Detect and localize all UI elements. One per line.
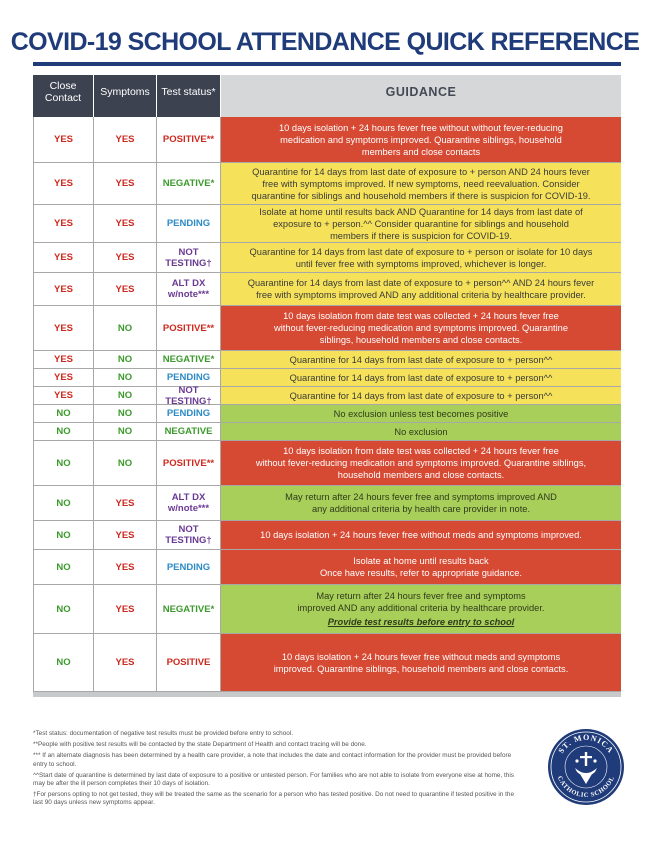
- svg-text:ST. MONICA: ST. MONICA: [556, 732, 616, 756]
- guidance-cell: [221, 405, 621, 422]
- test-status-cell: PENDING: [157, 405, 221, 422]
- header-test-status: Test status*: [157, 75, 221, 108]
- school-seal-logo: [547, 728, 625, 806]
- symptoms-cell: YES: [94, 205, 157, 242]
- guidance-line: without fever-reducing medication and symptoms improved. Quarantine: [273, 323, 569, 333]
- guidance-line: without fever-reducing medication and symptoms improved. Quarantine siblings,: [255, 458, 587, 468]
- guidance-cell: [221, 441, 621, 485]
- guidance-cell: [221, 351, 621, 368]
- table-row: [33, 163, 621, 205]
- guidance-line: members if there is suspicion for COVID-19.: [330, 230, 512, 241]
- guidance-line: 10 days isolation + 24 hours fever free without without fever-reducing: [279, 122, 563, 133]
- symptoms-cell: NO: [94, 306, 157, 350]
- guidance-line: any additional criteria by health care provider in note.: [311, 504, 531, 514]
- guidance-cell: [221, 243, 621, 272]
- table-bottom-bar: [33, 692, 621, 697]
- table-row: [33, 306, 621, 351]
- guidance-line: Quarantine for 14 days from last date of exposure to + person^^: [289, 372, 553, 383]
- guidance-line: 10 days isolation from date test was collected + 24 hours fever free: [283, 311, 559, 321]
- symptoms-cell: NO: [94, 441, 157, 485]
- close-contact-cell: NO: [33, 550, 94, 584]
- close-contact-cell: NO: [33, 634, 94, 691]
- guidance-line: exposure to + person.^^ Consider quarantine for siblings and household: [273, 218, 569, 229]
- close-contact-cell: YES: [33, 273, 94, 305]
- guidance-cell: [221, 550, 621, 584]
- footnote: *** If an alternate diagnosis has been determined by a health care provider, a note that includes the date and contact information for the provider must be provided before entry to school.: [33, 752, 512, 768]
- header-close-contact: Close Contact: [33, 75, 94, 108]
- test-status-cell: POSITIVE**: [157, 117, 221, 162]
- title-divider: [33, 62, 621, 66]
- guidance-line: 10 days isolation + 24 hours fever free without meds and symptoms: [281, 651, 561, 662]
- guidance-cell: [221, 521, 621, 549]
- test-status-cell: NOT TESTING†: [157, 243, 221, 272]
- table-row: [33, 550, 621, 585]
- table-row: [33, 273, 621, 306]
- guidance-line: siblings, household members and close contacts.: [319, 335, 523, 345]
- footnote: †For persons opting to not get tested, they will be treated the same as the scenario for a person who has tested positive. Do not need to quarantine if tested positive in the last 90 days unless new symptoms appear.: [33, 791, 515, 807]
- guidance-line: May return after 24 hours fever free and symptoms improved AND: [285, 492, 557, 502]
- guidance-line: quarantine for siblings and household members if there is suspicion for COVID-19.: [251, 190, 591, 201]
- guidance-line: medication and symptoms improved. Quarantine siblings, household: [280, 134, 562, 145]
- table-header-row: [33, 75, 621, 108]
- close-contact-cell: YES: [33, 306, 94, 350]
- test-status-cell: ALT DX w/note***: [157, 486, 221, 520]
- guidance-line: improved AND any additional criteria by healthcare provider.: [297, 603, 545, 613]
- table-body: [33, 117, 621, 692]
- close-contact-cell: NO: [33, 423, 94, 440]
- table-row: [33, 117, 621, 163]
- test-status-cell: PENDING: [157, 369, 221, 386]
- guidance-cell: [221, 634, 621, 691]
- svg-text:CATHOLIC SCHOOL: CATHOLIC SCHOOL: [555, 775, 617, 800]
- guidance-line: free with symptoms improved. If new symptoms, need reevaluation. Consider: [262, 178, 580, 189]
- table-row: [33, 441, 621, 486]
- test-status-cell: NEGATIVE: [157, 423, 221, 440]
- symptoms-cell: YES: [94, 163, 157, 204]
- symptoms-cell: YES: [94, 273, 157, 305]
- test-status-cell: PENDING: [157, 550, 221, 584]
- guidance-line: Quarantine for 14 days from last date of exposure to + person^^: [289, 390, 553, 401]
- close-contact-cell: YES: [33, 205, 94, 242]
- guidance-line: 10 days isolation from date test was collected + 24 hours fever free: [283, 446, 559, 456]
- symptoms-cell: YES: [94, 486, 157, 520]
- page-title: COVID-19 SCHOOL ATTENDANCE QUICK REFERENCE: [10, 28, 640, 56]
- test-status-cell: POSITIVE: [157, 634, 221, 691]
- guidance-cell: [221, 205, 621, 242]
- guidance-cell: [221, 486, 621, 520]
- guidance-cell: [221, 273, 621, 305]
- guidance-cell: [221, 163, 621, 204]
- close-contact-cell: YES: [33, 369, 94, 386]
- table-row: [33, 423, 621, 441]
- header-symptoms: Symptoms: [94, 75, 157, 108]
- guidance-line: Quarantine for 14 days from last date of exposure to + person AND 24 hours fever: [252, 166, 590, 177]
- table-row: [33, 205, 621, 243]
- footnote: ^^Start date of quarantine is determined by last date of exposure to a positive or untested person. For families who are not able to isolate from everyone else at home, this may be after the ill person completes their 10 days of isolation.: [33, 771, 514, 788]
- symptoms-cell: NO: [94, 369, 157, 386]
- test-status-cell: POSITIVE**: [157, 306, 221, 350]
- symptoms-cell: NO: [94, 351, 157, 368]
- table-row: [33, 384, 621, 407]
- test-status-cell: POSITIVE**: [157, 441, 221, 485]
- guidance-line: May return after 24 hours fever free and symptoms: [316, 591, 526, 601]
- table-row: [33, 243, 621, 273]
- close-contact-cell: NO: [33, 486, 94, 520]
- close-contact-cell: NO: [33, 441, 94, 485]
- test-status-cell: NOT TESTING†: [157, 521, 221, 549]
- guidance-line: 10 days isolation + 24 hours fever free without meds and symptoms improved.: [260, 530, 582, 540]
- close-contact-cell: YES: [33, 387, 94, 404]
- footnotes: [33, 730, 518, 808]
- close-contact-cell: YES: [33, 351, 94, 368]
- symptoms-cell: NO: [94, 387, 157, 404]
- symptoms-cell: YES: [94, 550, 157, 584]
- guidance-line: Isolate at home until results back AND Quarantine for 14 days from last date of: [259, 206, 583, 217]
- close-contact-cell: YES: [33, 243, 94, 272]
- guidance-cell: [221, 306, 621, 350]
- header-guidance: GUIDANCE: [221, 75, 621, 108]
- table-row: [33, 521, 621, 550]
- guidance-line: members and close contacts: [361, 146, 481, 157]
- table-header-spacer: [33, 108, 621, 117]
- test-status-cell: NOT TESTING†: [157, 387, 221, 404]
- guidance-cell: [221, 387, 621, 404]
- table-row: [33, 369, 621, 387]
- guidance-line: Isolate at home until results back: [353, 556, 489, 566]
- symptoms-cell: YES: [94, 585, 157, 633]
- guidance-cell: [221, 423, 621, 440]
- close-contact-cell: NO: [33, 585, 94, 633]
- footnote: *Test status: documentation of negative test results must be provided before entry to school.: [33, 730, 294, 737]
- test-status-cell: NEGATIVE*: [157, 351, 221, 368]
- guidance-line: Quarantine for 14 days from last date of exposure to + person^^: [289, 354, 553, 365]
- test-status-cell: NEGATIVE*: [157, 585, 221, 633]
- guidance-line: Quarantine for 14 days from last date of exposure to + person or isolate for 10 days: [249, 246, 593, 257]
- test-status-cell: ALT DX w/note***: [157, 273, 221, 305]
- guidance-cell: [221, 117, 621, 162]
- close-contact-cell: NO: [33, 521, 94, 549]
- close-contact-cell: YES: [33, 163, 94, 204]
- test-status-cell: NEGATIVE*: [157, 163, 221, 204]
- guidance-line: No exclusion unless test becomes positive: [333, 408, 509, 419]
- table-row: [33, 486, 621, 521]
- guidance-cell: [221, 369, 621, 386]
- table-row: [33, 585, 621, 634]
- table-row: [33, 405, 621, 423]
- close-contact-cell: NO: [33, 405, 94, 422]
- guidance-line: No exclusion: [394, 426, 448, 437]
- symptoms-cell: YES: [94, 521, 157, 549]
- guidance-cell: [221, 585, 621, 633]
- guidance-line: household members and close contacts.: [337, 470, 505, 480]
- footnote: **People with positive test results will be contacted by the state Department of Health and contact tracing will be done.: [33, 741, 367, 749]
- symptoms-cell: YES: [94, 634, 157, 691]
- guidance-line: free with symptoms improved AND any additional criteria by healthcare provider.: [256, 290, 586, 300]
- table-row: [33, 351, 621, 369]
- attendance-reference-table: [33, 75, 621, 697]
- symptoms-cell: NO: [94, 405, 157, 422]
- symptoms-cell: YES: [94, 243, 157, 272]
- guidance-line: improved. Quarantine siblings, household members and close contacts.: [273, 663, 569, 674]
- test-status-cell: PENDING: [157, 205, 221, 242]
- guidance-line: until fever free with symptoms improved, whichever is longer.: [295, 258, 547, 269]
- close-contact-cell: YES: [33, 117, 94, 162]
- guidance-line: Once have results, refer to appropriate guidance.: [319, 568, 523, 578]
- symptoms-cell: NO: [94, 423, 157, 440]
- test-results-note: Provide test results before entry to school: [327, 617, 515, 627]
- guidance-line: Quarantine for 14 days from last date of exposure to + person^^ AND 24 hours fever: [247, 278, 595, 288]
- table-row: [33, 634, 621, 692]
- symptoms-cell: YES: [94, 117, 157, 162]
